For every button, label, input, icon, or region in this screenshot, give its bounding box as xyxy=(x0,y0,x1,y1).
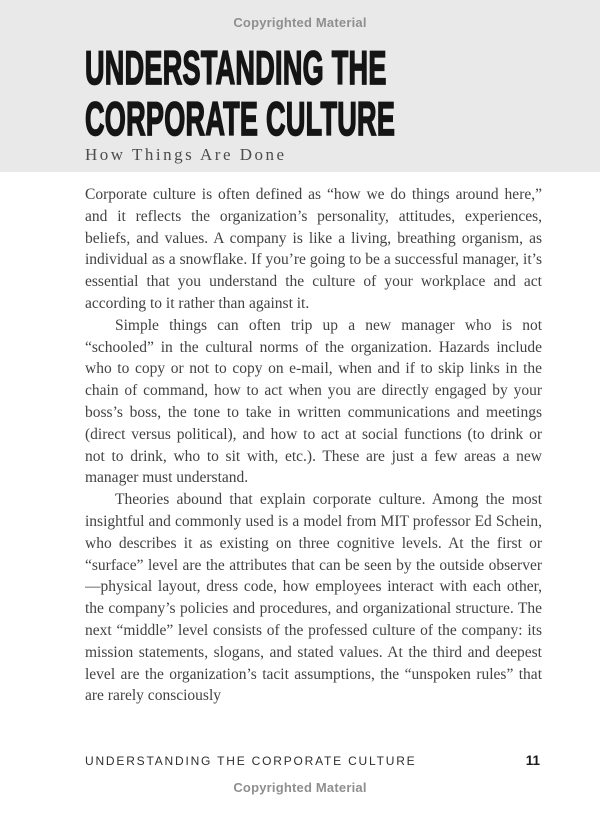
chapter-title xyxy=(85,42,395,144)
chapter-subtitle: How Things Are Done xyxy=(85,145,287,164)
body-paragraph: Corporate culture is often defined as “how we do things around here,” and it reflects the organization’s personality, attitudes, experiences, beliefs, and values. A company is like a living, breathing organism, as individual as a snowflake. If you’re going to be a successful manager, it’s essential that you understand the culture of your workplace and act according to it rather than against it. xyxy=(85,186,542,312)
page-number: 11 xyxy=(525,753,540,768)
page-footer xyxy=(85,753,540,768)
body-paragraph: Theories abound that explain corporate culture. Among the most insightful and commonly used is a model from MIT professor Ed Schein, who describes it as existing on three cognitive levels. At the first or “surface” level are the attributes that can be seen by the outside observer—physical layout, dress code, how employees interact with each other, the company’s policies and procedures, and organizational structure. The next “middle” level consists of the professed culture of the company: its mission statements, slogans, and stated values. At the third and deepest level are the organization’s tacit assumptions, the “unspoken rules” that are rarely consciously xyxy=(85,491,542,705)
chapter-title-line2: CORPORATE CULTURE xyxy=(85,92,396,145)
running-head: UNDERSTANDING THE CORPORATE CULTURE xyxy=(85,754,417,768)
copyright-notice-bottom: Copyrighted Material xyxy=(233,780,367,795)
body-paragraph: Simple things can often trip up a new manager who is not “schooled” in the cultural norms of the organization. Hazards include who to copy or not to copy on e-mail, when and if to skip links in the chain of command, how to act when you are directly engaged by your boss’s boss, the tone to take in written communications and meetings (direct versus political), and how to act at social functions (to drink or not to drink, who to sit with, etc.). These are just a few areas a new manager must understand. xyxy=(85,316,542,487)
copyright-notice-top: Copyrighted Material xyxy=(233,15,367,30)
body-text xyxy=(85,184,542,729)
chapter-title-line1: UNDERSTANDING THE xyxy=(85,41,387,94)
